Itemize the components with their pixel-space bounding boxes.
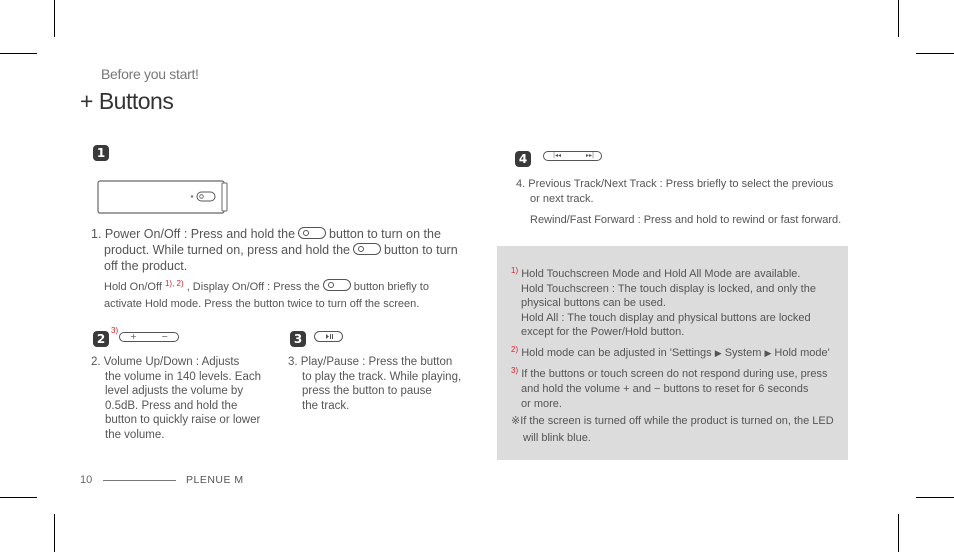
volume-button-illustration <box>119 332 179 342</box>
power-button-icon <box>353 243 381 255</box>
crop-mark <box>916 53 954 54</box>
crop-mark <box>0 497 37 498</box>
arrow-right-icon: ▶ <box>714 348 722 358</box>
section-subtitle: Before you start! <box>101 66 199 82</box>
step-badge-4: 4 <box>515 151 531 167</box>
note-3: $^{3)}$ If the buttons or touch screen do not respond during use, press and hold the volume + and − buttons to reset for 6 seconds or more. <box>511 366 828 410</box>
footer-divider <box>103 480 176 481</box>
page-title: + Buttons <box>80 88 174 114</box>
track-instruction: 4. Previous Track/Next Track : Press briefly to select the previous or next track. Rewind/Fast Forward : Press and hold to rewind or fast forward. <box>516 178 842 226</box>
note-1: $^{1)}$ Hold Touchscreen Mode and Hold All Mode are available. Hold Touchscreen : The touch display is locked, and only the physical buttons can be used. Hold All : The touch display and physical buttons are locked except for the Power/Hold button. <box>511 266 816 338</box>
step-badge-1: 1 <box>93 145 109 161</box>
step-badge-3: 3 <box>290 331 306 347</box>
hold-instruction: Hold On/Off $^{1), 2)}$ , Display On/Off : Press the button briefly to activate Hold mode. Press the button twice to turn off the screen. <box>104 279 429 310</box>
device-side-illustration <box>97 180 229 216</box>
crop-mark <box>898 0 899 37</box>
step-badge-2: 2 <box>93 331 109 347</box>
track-button-illustration <box>543 151 602 161</box>
footer-brand: PLENUE M <box>186 474 244 486</box>
play-pause-button-illustration <box>314 331 344 343</box>
crop-mark <box>916 497 954 498</box>
footnote-marker: 3) <box>111 326 119 335</box>
volume-up-icon: + <box>130 332 137 341</box>
power-instruction: 1. Power On/Off : Press and hold the button to turn on the product. While turned on, press and hold the button to turn off the product. <box>91 227 458 273</box>
arrow-right-icon: ▶ <box>764 348 772 358</box>
volume-down-icon: − <box>161 332 168 341</box>
crop-mark <box>898 514 899 552</box>
power-button-icon <box>323 279 351 291</box>
crop-mark <box>54 0 55 37</box>
page-number: 10 <box>80 474 93 486</box>
crop-mark <box>0 53 37 54</box>
volume-instruction: 2. Volume Up/Down : Adjusts the volume in 140 levels. Each level adjusts the volume by 0.5dB. Press and hold the button to quickly raise or lower the volume. <box>91 356 261 441</box>
next-track-icon: ▸▸| <box>585 152 594 159</box>
power-button-icon <box>298 227 326 239</box>
play-pause-instruction: 3. Play/Pause : Press the button to play the track. While playing, press the button to pause the track. <box>288 356 462 412</box>
note-led: ※If the screen is turned off while the product is turned on, the LED will blink blue. <box>511 415 834 444</box>
crop-mark <box>54 514 55 552</box>
previous-track-icon: |◂◂ <box>553 152 562 159</box>
note-2: $^{2)}$ Hold mode can be adjusted in 'Settings ▶ System ▶ Hold mode' <box>511 345 830 359</box>
